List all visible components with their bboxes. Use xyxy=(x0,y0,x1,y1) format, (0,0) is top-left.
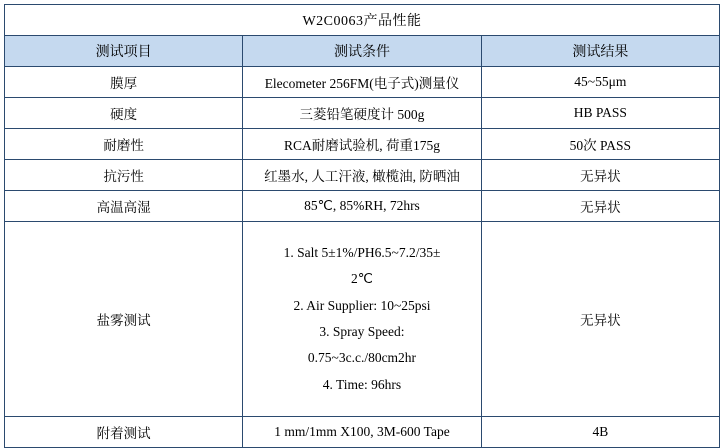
table-row xyxy=(5,191,720,222)
document-title: W2C0063产品性能 xyxy=(5,5,720,36)
row-condition xyxy=(243,222,481,417)
row-item: 硬度 xyxy=(5,98,243,129)
row-condition: RCA耐磨试验机, 荷重175g xyxy=(243,129,481,160)
row-item: 抗污性 xyxy=(5,160,243,191)
table-row xyxy=(5,129,720,160)
row-condition: 三菱铅笔硬度计 500g xyxy=(243,98,481,129)
row-item: 高温高湿 xyxy=(5,191,243,222)
table-row xyxy=(5,67,720,98)
table-row xyxy=(5,98,720,129)
row-result: 无异状 xyxy=(481,160,719,191)
salt-spray-line: 2. Air Supplier: 10~25psi xyxy=(293,297,431,313)
table-title-row xyxy=(5,5,720,36)
row-condition: 85℃, 85%RH, 72hrs xyxy=(243,191,481,222)
row-condition: Elecometer 256FM(电子式)测量仪 xyxy=(243,67,481,98)
column-header-result: 测试结果 xyxy=(481,36,719,67)
row-item: 盐雾测试 xyxy=(5,222,243,417)
salt-spray-condition-list xyxy=(247,240,476,398)
row-result: 无异状 xyxy=(481,222,719,417)
performance-sheet xyxy=(4,4,720,441)
column-header-condition: 测试条件 xyxy=(243,36,481,67)
salt-spray-line: 2℃ xyxy=(351,271,373,287)
table-row xyxy=(5,160,720,191)
row-item: 附着测试 xyxy=(5,417,243,448)
salt-spray-line: 3. Spray Speed: xyxy=(319,324,405,339)
salt-spray-line: 1. Salt 5±1%/PH6.5~7.2/35± xyxy=(283,245,441,261)
table-header-row xyxy=(5,36,720,67)
column-header-item: 测试项目 xyxy=(5,36,243,67)
row-result: 4B xyxy=(481,417,719,448)
salt-spray-line: 4. Time: 96hrs xyxy=(322,376,402,392)
performance-table xyxy=(4,4,720,448)
row-condition: 1 mm/1mm X100, 3M-600 Tape xyxy=(243,417,481,448)
row-condition: 红墨水, 人工汗液, 橄榄油, 防晒油 xyxy=(243,160,481,191)
salt-spray-line: 0.75~3c.c./80cm2hr xyxy=(307,350,417,366)
table-row xyxy=(5,222,720,417)
row-item: 膜厚 xyxy=(5,67,243,98)
row-result: 50次 PASS xyxy=(481,129,719,160)
row-result: HB PASS xyxy=(481,98,719,129)
table-row xyxy=(5,417,720,448)
row-item: 耐磨性 xyxy=(5,129,243,160)
row-result: 无异状 xyxy=(481,191,719,222)
row-result: 45~55μm xyxy=(481,67,719,98)
